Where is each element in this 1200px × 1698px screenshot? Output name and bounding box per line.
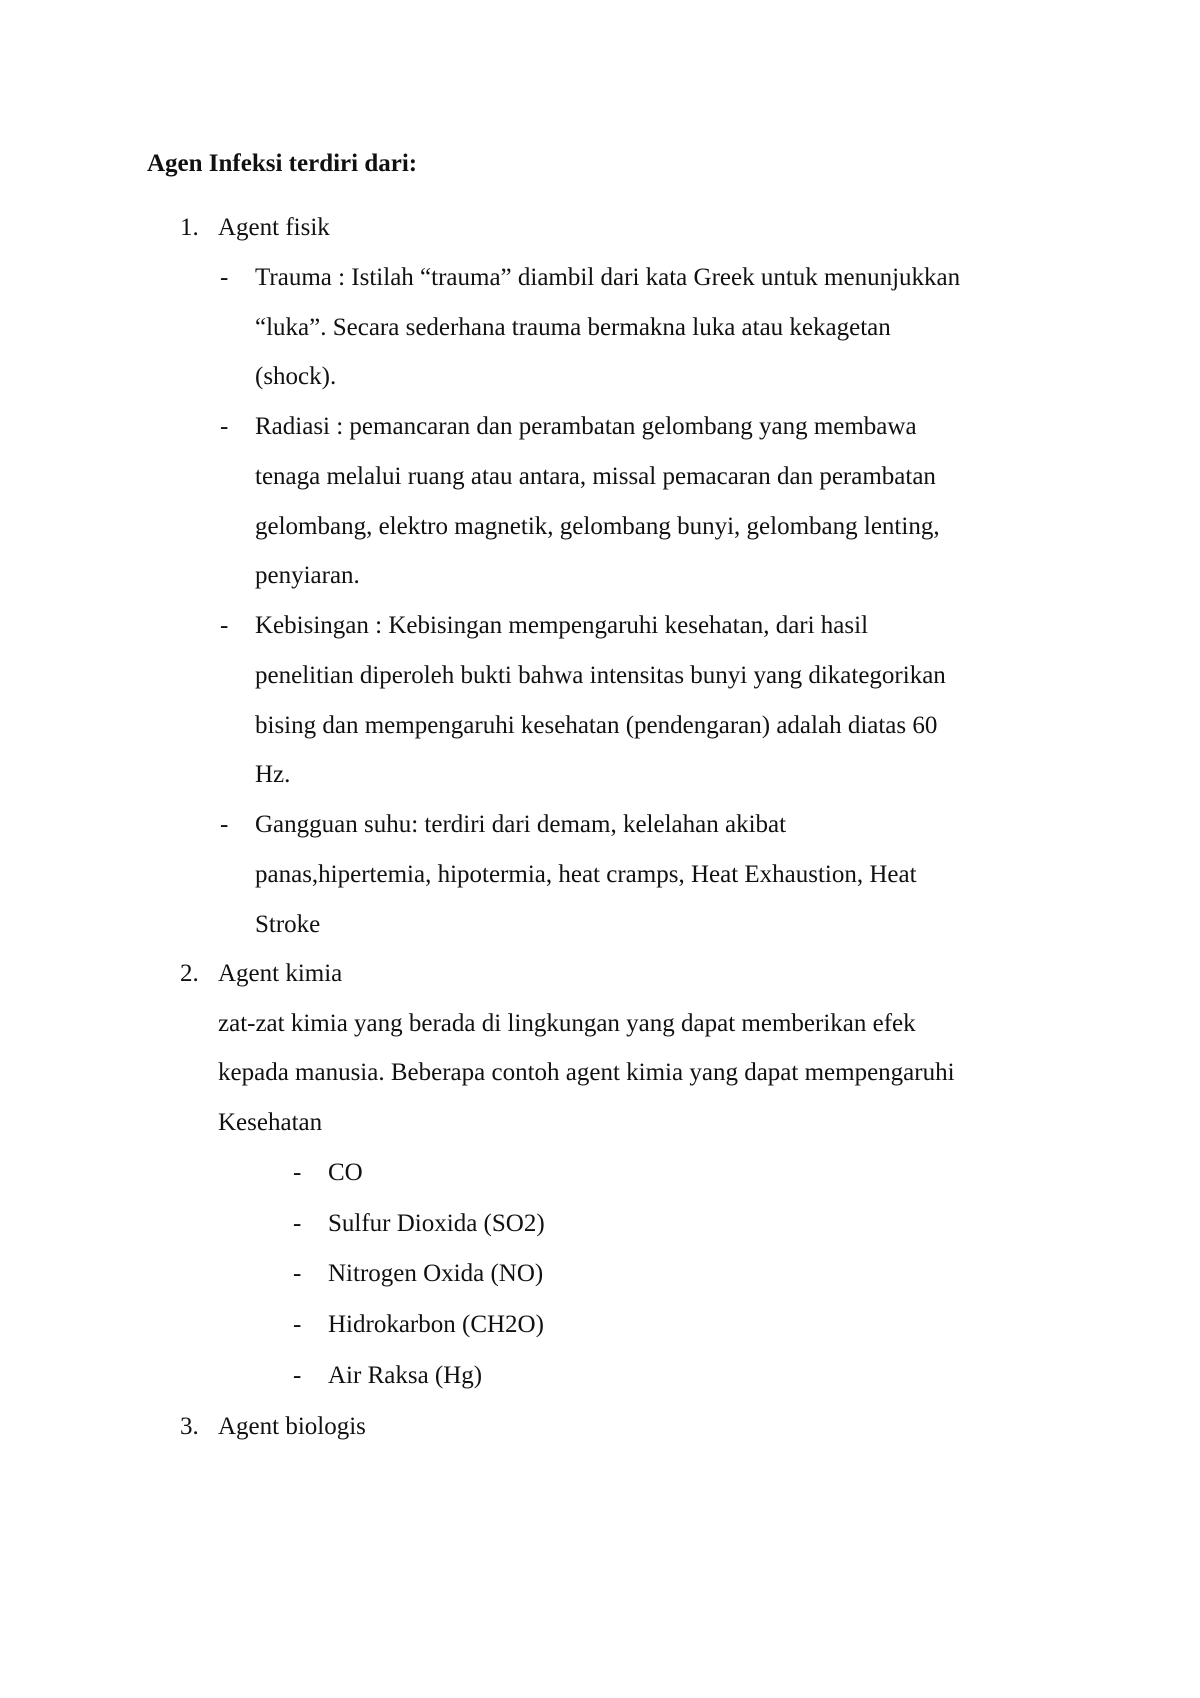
document-heading: Agen Infeksi terdiri dari: xyxy=(147,150,418,177)
list-dash: - xyxy=(293,1362,302,1389)
section-2-paragraph-line-3: Kesehatan xyxy=(218,1109,323,1136)
radiasi-line-3: gelombang, elektro magnetik, gelombang bunyi, gelombang lenting, xyxy=(255,513,940,540)
list-dash: - xyxy=(293,1159,302,1186)
kebisingan-line-2: penelitian diperoleh bukti bahwa intensitas bunyi yang dikategorikan xyxy=(255,662,946,689)
radiasi-line-2: tenaga melalui ruang atau antara, missal pemacaran dan perambatan xyxy=(255,463,936,490)
chem-item-so2: Sulfur Dioxida (SO2) xyxy=(328,1210,545,1237)
kebisingan-line-4: Hz. xyxy=(255,761,291,788)
trauma-line-3: (shock). xyxy=(255,363,337,390)
kebisingan-line-1: Kebisingan : Kebisingan mempengaruhi kesehatan, dari hasil xyxy=(255,612,869,639)
chem-item-no: Nitrogen Oxida (NO) xyxy=(328,1260,544,1287)
gangguan-line-1: Gangguan suhu: terdiri dari demam, kelelahan akibat xyxy=(255,811,787,838)
gangguan-line-3: Stroke xyxy=(255,911,321,938)
kebisingan-line-3: bising dan mempengaruhi kesehatan (pendengaran) adalah diatas 60 xyxy=(255,712,938,739)
section-2-paragraph-line-1: zat-zat kimia yang berada di lingkungan yang dapat memberikan efek xyxy=(218,1010,916,1037)
section-1-number: 1. xyxy=(180,214,199,241)
list-dash: - xyxy=(220,612,229,639)
section-2-paragraph-line-2: kepada manusia. Beberapa contoh agent kimia yang dapat mempengaruhi xyxy=(218,1059,955,1086)
list-dash: - xyxy=(293,1210,302,1237)
section-2-title: Agent kimia xyxy=(218,960,343,987)
list-dash: - xyxy=(220,811,229,838)
list-dash: - xyxy=(293,1311,302,1338)
section-3-number: 3. xyxy=(180,1413,199,1440)
list-dash: - xyxy=(220,413,229,440)
trauma-line-2: “luka”. Secara sederhana trauma bermakna luka atau kekagetan xyxy=(255,314,891,341)
gangguan-line-2: panas,hipertemia, hipotermia, heat cramps, Heat Exhaustion, Heat xyxy=(255,861,917,888)
section-3-title: Agent biologis xyxy=(218,1413,366,1440)
trauma-line-1: Trauma : Istilah “trauma” diambil dari kata Greek untuk menunjukkan xyxy=(255,264,961,291)
radiasi-line-1: Radiasi : pemancaran dan perambatan gelombang yang membawa xyxy=(255,413,917,440)
list-dash: - xyxy=(293,1260,302,1287)
chem-item-ch2o: Hidrokarbon (CH2O) xyxy=(328,1311,544,1338)
chem-item-hg: Air Raksa (Hg) xyxy=(328,1362,483,1389)
section-1-title: Agent fisik xyxy=(218,214,330,241)
list-dash: - xyxy=(220,264,229,291)
radiasi-line-4: penyiaran. xyxy=(255,562,360,589)
chem-item-co: CO xyxy=(328,1159,363,1186)
section-2-number: 2. xyxy=(180,960,199,987)
